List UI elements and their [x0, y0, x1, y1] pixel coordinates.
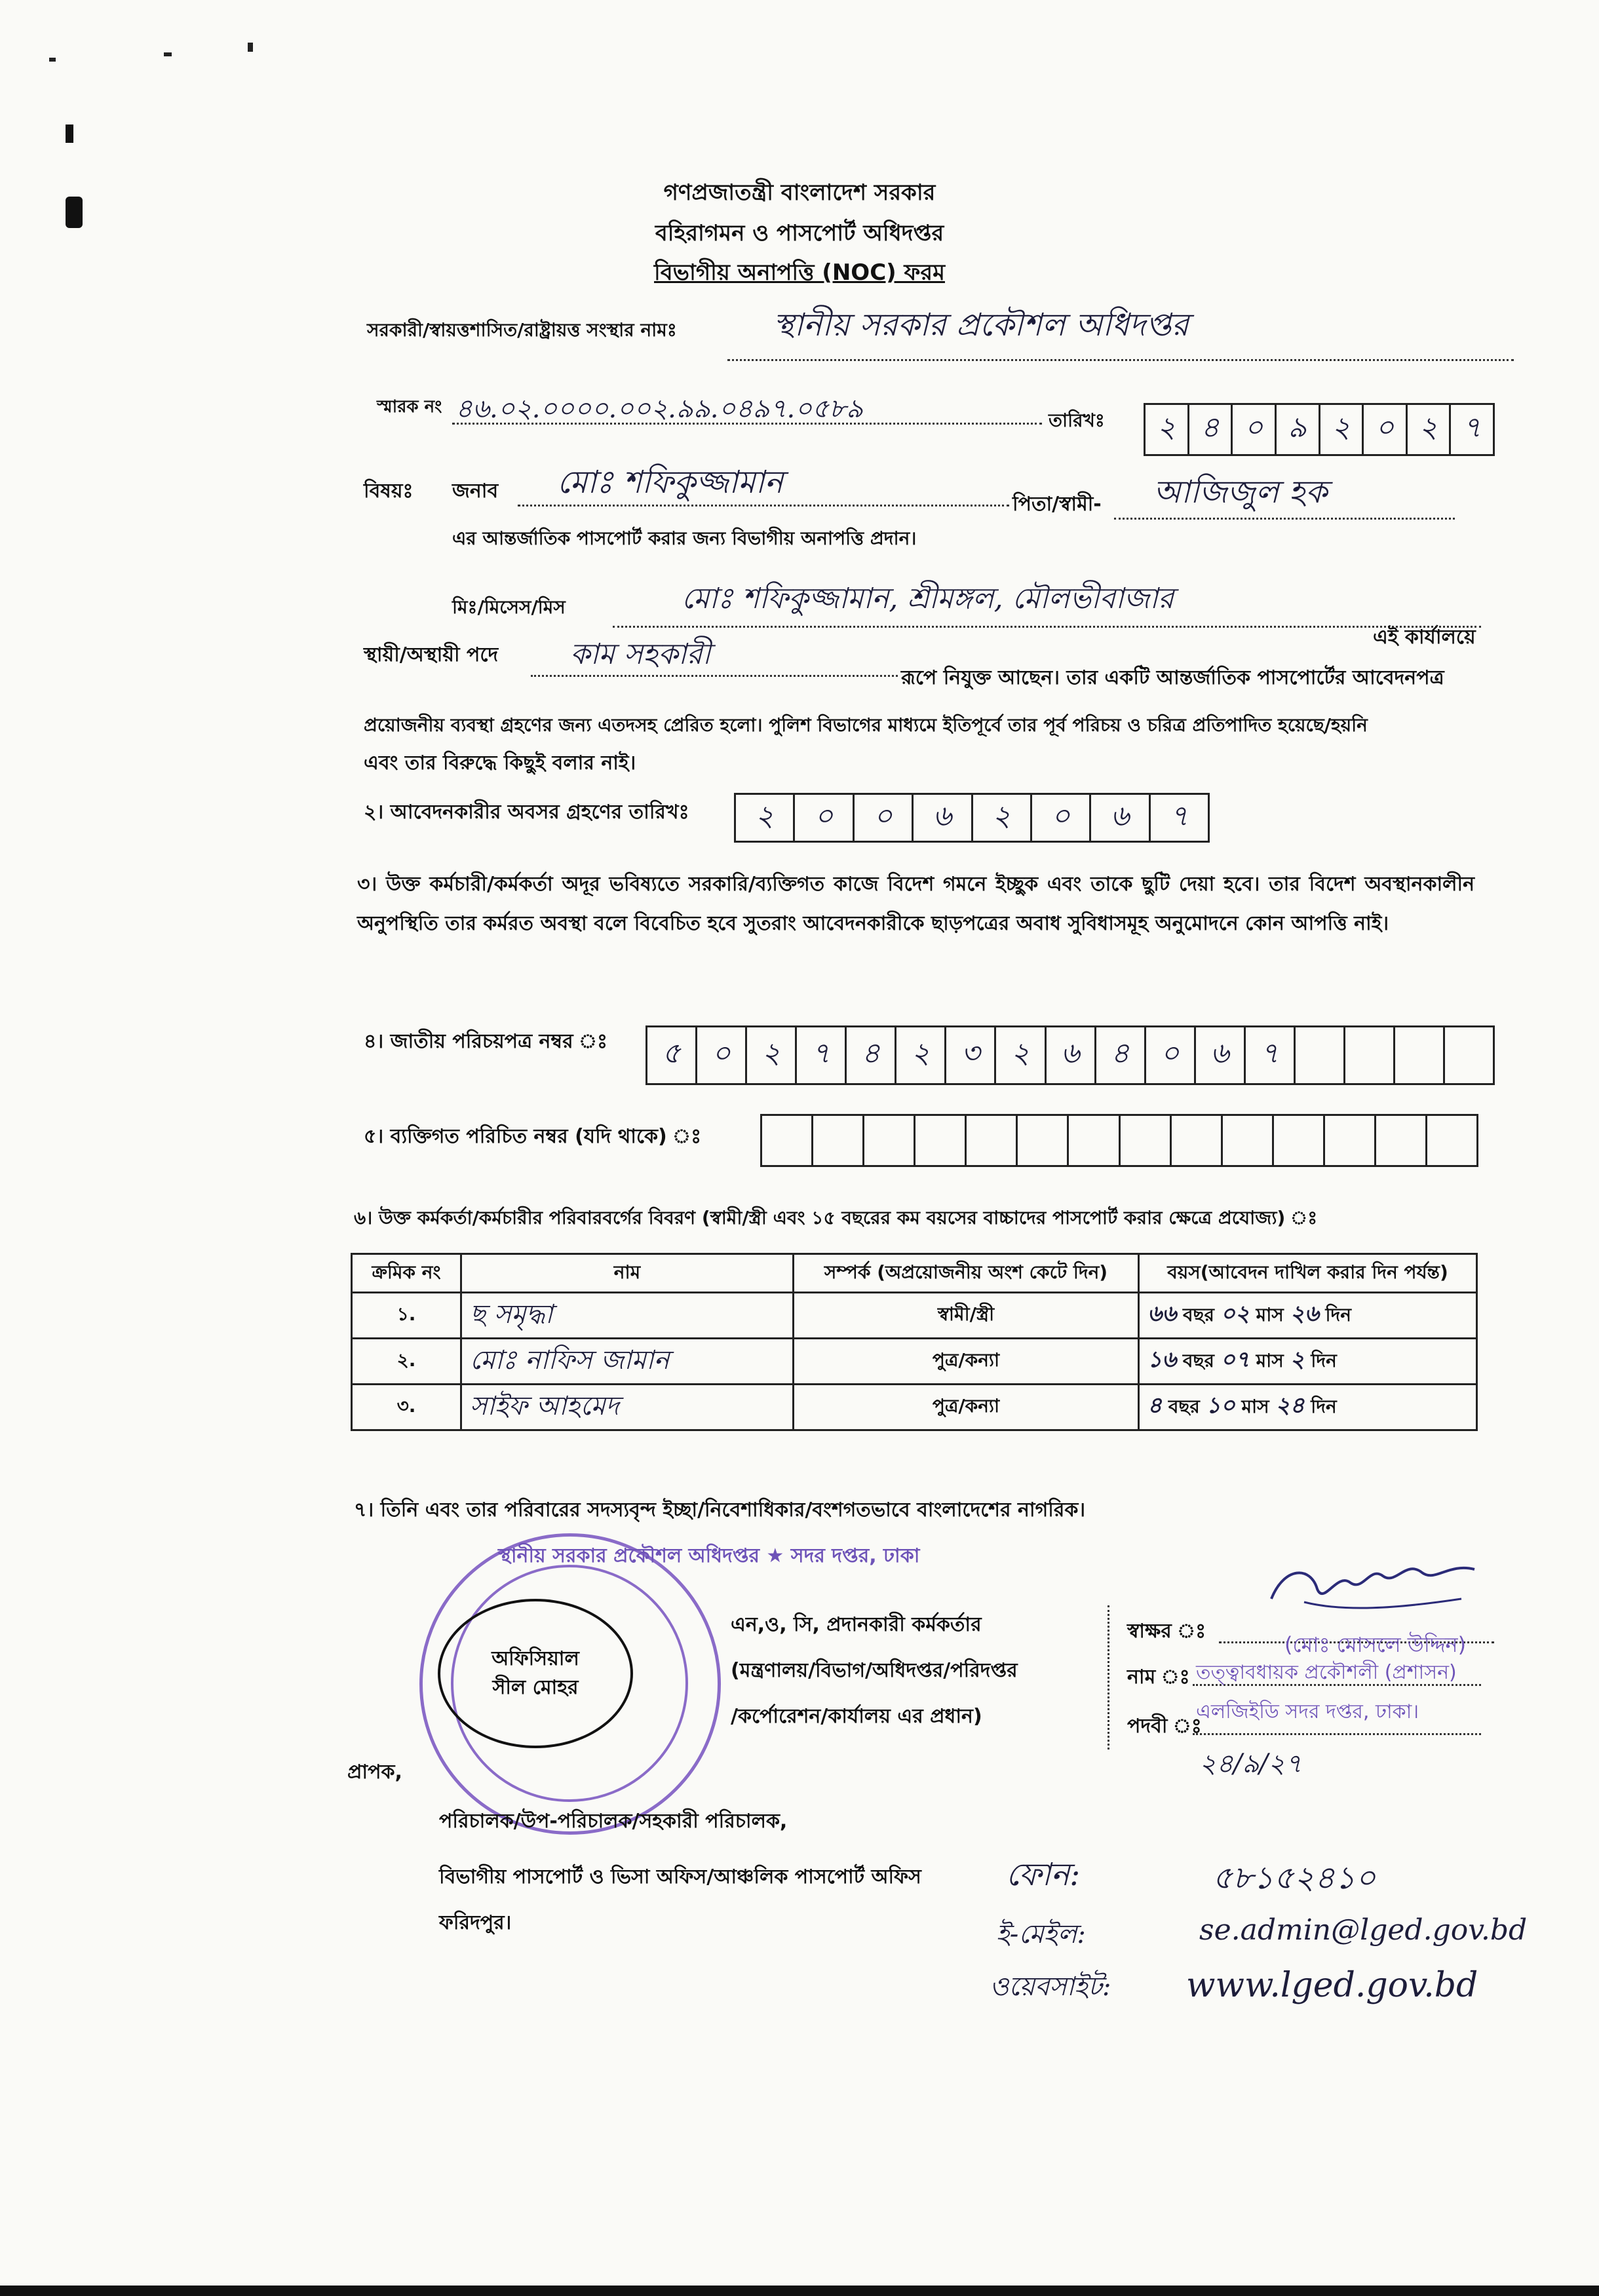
parent-name: আজিজুল হক	[1153, 474, 1328, 510]
date-boxes	[1144, 403, 1495, 456]
digit-box	[1345, 1027, 1395, 1083]
subject-janab: জনাব	[452, 480, 499, 503]
family-label: ৬। উক্ত কর্মকর্তা/কর্মচারীর পরিবারবর্গের বিবরণ (স্বামী/স্ত্রী এবং ১৫ বছরের কম বয়সের বাচ্চাদের পাসপোর্ট করার ক্ষেত্রে প্রযোজ্য) ঃ	[354, 1207, 1318, 1229]
issuer-line2: (মন্ত্রণালয়/বিভাগ/অধিদপ্তর/পরিদপ্তর	[731, 1659, 1018, 1682]
digit-box: ৯	[1277, 405, 1320, 454]
digit-box	[1376, 1116, 1427, 1165]
digit-box: ৭	[1246, 1027, 1296, 1083]
digit-box: ৬	[914, 795, 973, 841]
digit-box	[1395, 1027, 1445, 1083]
header-form-title: বিভাগীয় অনাপত্তি (NOC) ফরম	[654, 259, 945, 286]
signature-scribble	[1265, 1553, 1481, 1618]
cell-relation: পুত্র/কন্যা	[794, 1385, 1139, 1430]
month-word: মাস	[1256, 1304, 1284, 1326]
office-suffix: এই কার্যালয়ে	[1373, 626, 1476, 649]
person-dotline	[613, 626, 1481, 628]
sign-label: স্বাক্ষর ঃ	[1127, 1620, 1206, 1643]
web-label: ওয়েবসাইট:	[990, 1972, 1111, 2002]
digit-box: ৬	[1047, 1027, 1096, 1083]
recipient-line1: পরিচালক/উপ-পরিচালক/সহকারী পরিচালক,	[439, 1810, 788, 1833]
post-label: স্থায়ী/অস্থায়ী পদে	[364, 643, 499, 666]
year-word: বছর	[1182, 1304, 1214, 1326]
digit-box: ০	[1146, 1027, 1196, 1083]
subject-label: বিষয়ঃ	[364, 480, 414, 503]
cell-name: ছ সমৃদ্ধা	[461, 1293, 794, 1339]
body-line-b: প্রয়োজনীয় ব্যবস্থা গ্রহণের জন্য এতদসহ প্রেরিত হলো। পুলিশ বিভাগের মাধ্যমে ইতিপূর্বে তার পূর্ব পরিচয় ও চরিত্র প্রতিপাদিত হয়েছে/হয়নি	[364, 714, 1368, 736]
digit-box: ৪	[847, 1027, 896, 1083]
digit-box	[915, 1116, 967, 1165]
phone-value: ৫৮১৫২৪১০	[1212, 1860, 1376, 1896]
body-line-c: এবং তার বিরুদ্ধে কিছুই বলার নাই।	[364, 752, 636, 775]
month-word: মাস	[1241, 1396, 1269, 1417]
digit-box	[1121, 1116, 1172, 1165]
parent-label: পিতা/স্বামী-	[1012, 493, 1102, 516]
email-label: ই-মেইল:	[996, 1919, 1086, 1949]
vertical-dotline	[1108, 1605, 1109, 1750]
digit-box: ৭	[1462, 411, 1482, 444]
col-header-age: বয়স(আবেদন দাখিল করার দিন পর্যন্ত)	[1139, 1254, 1477, 1293]
age-month: ০২	[1220, 1301, 1250, 1327]
recipient-line2: বিভাগীয় পাসপোর্ট ও ভিসা অফিস/আঞ্চলিক পাসপোর্ট অফিস	[439, 1866, 921, 1888]
item3-paragraph: ৩। উক্ত কর্মচারী/কর্মকর্তা অদূর ভবিষ্যতে সরকারি/ব্যক্তিগত কাজে বিদেশ গমনে ইচ্ছুক এবং তাকে ছুটি দেয়া হবে। তার বিদেশ অবস্থানকালীন অনুপস্থিতি তার কর্মরত অবস্থা বলে বিবেচিত হবে সুতরাং আবেদনকারীকে ছাড়পত্রের অবাধ সুবিধাসমূহ অনুমোদনে কোন আপত্তি নাই।	[357, 873, 1474, 935]
digit-box	[1296, 1027, 1345, 1083]
scan-speck	[49, 58, 56, 62]
digit-box: ০	[795, 795, 854, 841]
year-word: বছর	[1182, 1350, 1214, 1371]
digit-box: ০	[855, 795, 914, 841]
name-label: নাম ঃ	[1127, 1666, 1190, 1689]
header-department: বহিরাগমন ও পাসপোর্ট অধিদপ্তর	[655, 220, 944, 246]
digit-box: ০	[1364, 405, 1408, 454]
digit-box	[1445, 1027, 1493, 1083]
col-header-name: নাম	[461, 1254, 794, 1293]
age-year: ৬৬	[1147, 1301, 1177, 1327]
digit-box	[813, 1116, 864, 1165]
digit-box: ৬	[1091, 795, 1150, 841]
digit-box: ২	[736, 795, 795, 841]
family-table	[351, 1253, 1478, 1431]
table-row	[352, 1339, 1477, 1385]
digit-box	[1325, 1116, 1376, 1165]
age-day: ২৬	[1290, 1301, 1319, 1327]
digit-box: ২	[996, 1027, 1046, 1083]
table-row	[352, 1293, 1477, 1339]
nid-boxes	[645, 1025, 1495, 1085]
cell-sl: ৩.	[352, 1385, 461, 1430]
designation-label: পদবী ঃ	[1127, 1715, 1202, 1738]
digit-box	[864, 1116, 915, 1165]
digit-box: ২	[973, 795, 1032, 841]
post-value: কাম সহকারী	[570, 638, 711, 671]
org-label: সরকারী/স্বায়ত্তশাসিত/রাষ্ট্রায়ত্ত সংস্থার নামঃ	[367, 319, 677, 341]
stamp-office: এলজিইডি সদর দপ্তর, ঢাকা।	[1196, 1700, 1419, 1723]
seal-line2: সীল মোহর	[492, 1676, 579, 1699]
digit-box: ২	[1146, 405, 1189, 454]
digit-box: ২	[747, 1027, 797, 1083]
designation-dotline	[1193, 1733, 1481, 1735]
seal-line1: অফিসিয়াল	[491, 1647, 579, 1670]
stamp-name: (মোঃ মোসলে উদ্দিন)	[1284, 1632, 1467, 1657]
cell-sl: ১.	[352, 1293, 461, 1339]
cell-age	[1139, 1385, 1477, 1430]
digit-box: ২	[896, 1027, 946, 1083]
retirement-date-boxes	[734, 793, 1210, 843]
digit-box: ০	[697, 1027, 747, 1083]
stamp-designation: তত্ত্বাবধায়ক প্রকৌশলী (প্রশাসন)	[1196, 1661, 1457, 1684]
nid-label: ৪। জাতীয় পরিচয়পত্র নম্বর ঃ	[364, 1030, 608, 1053]
retirement-label: ২। আবেদনকারীর অবসর গ্রহণের তারিখঃ	[364, 801, 689, 824]
age-day: ২	[1290, 1347, 1305, 1373]
cell-name: মোঃ নাফিস জামান	[461, 1339, 794, 1385]
date-label: তারিখঃ	[1049, 410, 1105, 431]
digit-box	[1018, 1116, 1069, 1165]
date-scrawl: ২৪/৯/২৭	[1199, 1749, 1302, 1779]
recipient-label: প্রাপক,	[347, 1761, 402, 1784]
personal-id-label: ৫। ব্যক্তিগত পরিচিত নম্বর (যদি থাকে) ঃ	[364, 1125, 702, 1148]
digit-box: ৭	[797, 1027, 847, 1083]
digit-box	[1069, 1116, 1120, 1165]
org-name: স্থানীয় সরকার প্রকৌশল অধিদপ্তর	[773, 307, 1189, 343]
day-word: দিন	[1311, 1350, 1337, 1371]
official-seal	[438, 1599, 633, 1748]
digit-box: ৪	[1189, 405, 1233, 454]
digit-box: ৬	[1196, 1027, 1246, 1083]
email-value: se.admin@lged.gov.bd	[1199, 1913, 1528, 1947]
person-detail: মোঃ শফিকুজ্জামান, শ্রীমঙ্গল, মৌলভীবাজার	[682, 582, 1174, 615]
digit-box	[1427, 1116, 1476, 1165]
cell-relation: স্বামী/স্ত্রী	[794, 1293, 1139, 1339]
cell-relation: পুত্র/কন্যা	[794, 1339, 1139, 1385]
phone-label: ফোন:	[1006, 1856, 1081, 1893]
issuer-line3: /কর্পোরেশন/কার্যালয় এর প্রধান)	[731, 1705, 982, 1728]
memo-label: স্মারক নং	[377, 397, 442, 417]
digit-box: ০	[1032, 795, 1091, 841]
subject-line2: এর আন্তর্জাতিক পাসপোর্ট করার জন্য বিভাগীয় অনাপত্তি প্রদান।	[452, 527, 917, 549]
digit-box: ২	[1408, 405, 1452, 454]
age-month: ০৭	[1220, 1347, 1250, 1373]
digit-box: ২	[1320, 405, 1364, 454]
age-month: ১০	[1206, 1392, 1235, 1419]
col-header-sl: ক্রমিক নং	[352, 1254, 461, 1293]
digit-box	[1223, 1116, 1274, 1165]
post-suffix: রূপে নিযুক্ত আছেন। তার একটি আন্তর্জাতিক পাসপোর্টের আবেদনপত্র	[901, 666, 1444, 689]
stamp-ring-text: স্থানীয় সরকার প্রকৌশল অধিদপ্তর ★ সদর দপ্তর, ঢাকা	[498, 1544, 920, 1567]
scan-speck	[248, 43, 253, 52]
scan-bottom-edge	[0, 2286, 1599, 2296]
digit-box	[967, 1116, 1018, 1165]
day-word: দিন	[1311, 1396, 1337, 1417]
digit-box	[1274, 1116, 1325, 1165]
scan-speck	[66, 124, 73, 143]
cell-name: সাইফ আহমেদ	[461, 1385, 794, 1430]
year-word: বছর	[1168, 1396, 1200, 1417]
cell-age	[1139, 1339, 1477, 1385]
applicant-name: মোঃ শফিকুজ্জামান	[557, 464, 784, 501]
digit-box: ৭	[1170, 799, 1189, 833]
cell-sl: ২.	[352, 1339, 461, 1385]
header-government: গণপ্রজাতন্ত্রী বাংলাদেশ সরকার	[663, 180, 936, 206]
age-day: ২৪	[1275, 1392, 1305, 1419]
digit-box: ৫	[647, 1027, 697, 1083]
recipient-line3: ফরিদপুর।	[439, 1911, 512, 1934]
digit-box: ০	[1233, 405, 1277, 454]
day-word: দিন	[1325, 1304, 1351, 1326]
digit-box: ৩	[946, 1027, 996, 1083]
web-value: www.lged.gov.bd	[1186, 1966, 1478, 2005]
scan-speck	[164, 52, 172, 56]
month-word: মাস	[1256, 1350, 1284, 1371]
col-header-relation: সম্পর্ক (অপ্রয়োজনীয় অংশ কেটে দিন)	[794, 1254, 1139, 1293]
digit-box: ৪	[1096, 1027, 1146, 1083]
item7-citizenship: ৭। তিনি এবং তার পরিবারের সদস্যবৃন্দ ইচ্ছা/নিবেশাধিকার/বংশগতভাবে বাংলাদেশের নাগরিক।	[354, 1499, 1086, 1521]
issuer-line1: এন,ও, সি, প্রদানকারী কর্মকর্তার	[731, 1613, 982, 1636]
memo-number: ৪৬.০২.০০০০.০০২.৯৯.০৪৯৭.০৫৮৯	[455, 394, 864, 424]
table-row	[352, 1385, 1477, 1430]
digit-box	[762, 1116, 813, 1165]
age-year: ৪	[1147, 1392, 1163, 1419]
age-year: ১৬	[1147, 1347, 1177, 1373]
personal-id-boxes	[760, 1114, 1478, 1167]
org-dotline	[727, 359, 1514, 361]
cell-age	[1139, 1293, 1477, 1339]
salutation: মিঃ/মিসেস/মিস	[452, 596, 566, 618]
digit-box	[1172, 1116, 1223, 1165]
